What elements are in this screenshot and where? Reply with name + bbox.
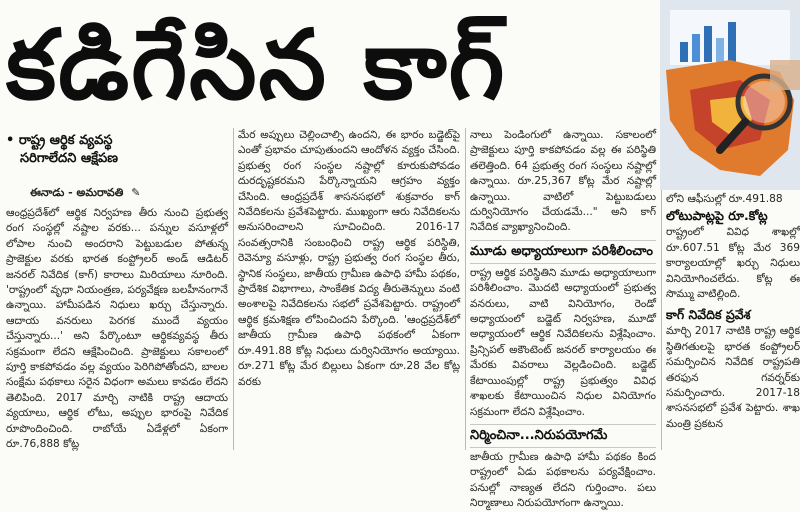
sidebar-text-2: రాష్ట్రంలో వివిధ శాఖల్లో రూ.607.51 కోట్ల మేర 369 కార్యాలయాల్లో ఖర్చు నిధులు వినియోగించలేదు. కోట్ల ఈ సొమ్ము వాటిల్లింది.: [666, 226, 800, 301]
body-text-col3-top: నాలు పెండింగులో ఉన్నాయి. సకాలంలో ప్రాజెక్టులు పూర్తి కాకపోవడం వల్ల ఈ పరిస్థితి తలెత్తింది. 64 ప్రభుత్వ రంగ సంస్థలు నష్టాల్లో ఉన్నాయి. రూ.25,367 కోట్ల మేర నష్టాల్లో ఉన్నాయి. వాటిలో పెట్టుబడులు దుర్వినియోగం చేయడమే..." అని కాగ్ నివేదిక వ్యాఖ్యానించింది.: [470, 129, 656, 234]
dateline: [30, 186, 140, 202]
column-divider: [465, 128, 466, 450]
sidebar-column: [666, 192, 800, 450]
sidebar-heading-2: కాగ్ నివేదిక ప్రవేశ: [666, 307, 751, 323]
headline: కడిగేసిన కాగ్: [6, 9, 507, 121]
article-photo: [660, 0, 800, 190]
column-divider: [661, 190, 662, 450]
article-column-3: [470, 128, 656, 510]
body-text-col3-mid: రాష్ట్ర ఆర్థిక పరిస్థితిని మూడు అధ్యాయాలుగా పరిశీలించాం. మొదటి అధ్యాయంలో ప్రభుత్వ వనరులు, వాటి వినియోగం, రెండో అధ్యాయంలో బడ్జెట్ నిర్వహణ, మూడో అధ్యాయంలో ఆర్థిక నివేదికలను విశ్లేషించాం. ప్రిన్సిపల్ అకౌంటెంట్ జనరల్ కార్యాలయం ఈ మేరకు వివరాలు వెల్లడించింది. బడ్జెట్ కేటాయింపుల్లో రాష్ట్ర ప్రభుత్వం వివిధ శాఖలకు కేటాయించిన నిధుల వినియోగం సక్రమంగా లేదని విశ్లేషించాం.: [470, 266, 656, 418]
sidebar-text-1: లోని ఆఫీసుల్లో రూ.491.88: [666, 193, 783, 205]
sidebar-text-3: మార్చి 2017 నాటికి రాష్ట్ర ఆర్థిక స్థితిగతులపై భారత కంప్ట్రోలర్ సమర్పించిన నివేదిక రాష్ట్రపతి తరఫున గవర్నర్‌కు సమర్పించారు. 2017-18 శాసనసభలో ప్రవేశ పెట్టారు. శాఖ మంత్రి ప్రకటన: [666, 325, 800, 430]
kicker: [6, 132, 228, 168]
body-text-col2: మేర అప్పులు చెల్లించాల్సి ఉందని, ఈ భారం బడ్జెట్‌పై ఎంతో ప్రభావం చూపుతుందని ఆందోళన వ్యక్తం చేసింది. ప్రభుత్వ రంగ సంస్థల నష్టాల్లో కూరుకుపోవడం దురదృష్టకరమని పేర్కొన్నాయని ఆగ్రహం వ్యక్తం చేసింది. ఆంధ్రప్రదేశ్ శాసనసభలో శుక్రవారం కాగ్ నివేదికలను ప్రవేశపెట్టారు. ముఖ్యంగా ఆరు నివేదికలను అనుసరించాలని సూచించింది. 2016-17 సంవత్సరానికి సంబంధించి రాష్ట్ర ఆర్థిక పరిస్థితి, రెవెన్యూ వసూళ్లు, రాష్ట్ర ప్రభుత్వ రంగ సంస్థల తీరు, స్థానిక సంస్థలు, జాతీయ గ్రామీణ ఉపాధి హామీ పథకం, ప్రాదేశిక విభాగాలు, సాంకేతిక విద్య తీరుతెన్నులు వంటి అంశాలపై నివేదికలను సభలో ప్రవేశపెట్టారు. రాష్ట్రంలో ఆర్థిక క్రమశిక్షణ లోపించిందని పేర్కొంది. 'ఆంధ్రప్రదేశ్‌లో జాతీయ గ్రామీణ ఉపాధి పథకంలో ఏకంగా రూ.491.88 కోట్ల నిధులు దుర్వినియోగం అయ్యాయి. రూ.271 కోట్ల మేర బిల్లులు ఏకంగా రూ.28 వేల కోట్ల వరకు: [238, 129, 460, 388]
subhead-built-unused: నిర్మించినా...నిరుపయోగమే: [470, 424, 656, 448]
kicker-line-1: రాష్ట్ర ఆర్థిక వ్యవస్థ: [18, 133, 113, 148]
article-column-1: [6, 206, 228, 450]
bullet-icon: •: [6, 133, 15, 148]
magnifier-chart-illustration: [660, 0, 800, 190]
article-column-2: [238, 128, 460, 450]
dateline-text: ఈనాడు - అమరావతి: [30, 186, 124, 199]
body-text-col1: ఆంధ్రప్రదేశ్‌లో ఆర్థిక నిర్వహణ తీరు నుంచి ప్రభుత్వ రంగ సంస్థల్లో నష్టాల వరకు... పన్నుల వసూళ్లలో లోపాల నుంచి అందరాని పెట్టుబడుల పోతున్న ప్రాజెక్టుల వరకు భారత కంప్ట్రోలర్ అండ్ ఆడిటర్ జనరల్ నివేదిక (కాగ్) కారాలు మిరియాలు నూరింది. 'రాష్ట్రంలో వృధా నియంత్రణ, పర్యవేక్షణ బలహీనంగానే ఉన్నాయి. హామీపడిన నిధులు ఖర్చు చేస్తున్నారు. ఆదాయ వనరులు పెరగక ముందే వ్యయం చేస్తున్నారు...' అని పేర్కొంటూ ఆర్థికవ్యవస్థ తీరు సక్రమంగా లేదని ఆక్షేపించింది. ప్రాజెక్టులు సకాలంలో పూర్తి కాకపోవడం వల్ల వ్యయం పెరిగిపోతోందని, బాలల సంక్షేమ పథకాలు సరైన విధంగా అమలు కావడం లేదని తెలిపింది. 2017 మార్చి నాటికి రాష్ట్ర ఆదాయ వ్యయాలు, ఆర్థిక లోటు, అప్పుల భారంపై నివేదిక రూపొందించింది. రాబోయే ఏడేళ్లలో ఏకంగా రూ.76,888 కోట్ల: [6, 207, 228, 451]
sidebar-heading-1: లోటుపాట్లపై రూ.కోట్ల: [666, 208, 768, 224]
kicker-line-2: సరిగాలేదని ఆక్షేపణ: [20, 151, 118, 166]
subhead-three-chapters: మూడు అధ్యాయాలుగా పరిశీలించాం: [470, 240, 656, 264]
column-divider: [233, 128, 234, 450]
pen-icon: ✎: [131, 186, 141, 199]
body-text-col3-bottom: జాతీయ గ్రామీణ ఉపాధి హామీ పథకం కింద రాష్ట్రంలో ఏడు పథకాలను పర్యవేక్షించాం. పనుల్లో నాణ్యత లేదని గుర్తించాం. పలు నిర్మాణాలు నిరుపయోగంగా ఉన్నాయి.: [470, 450, 656, 510]
